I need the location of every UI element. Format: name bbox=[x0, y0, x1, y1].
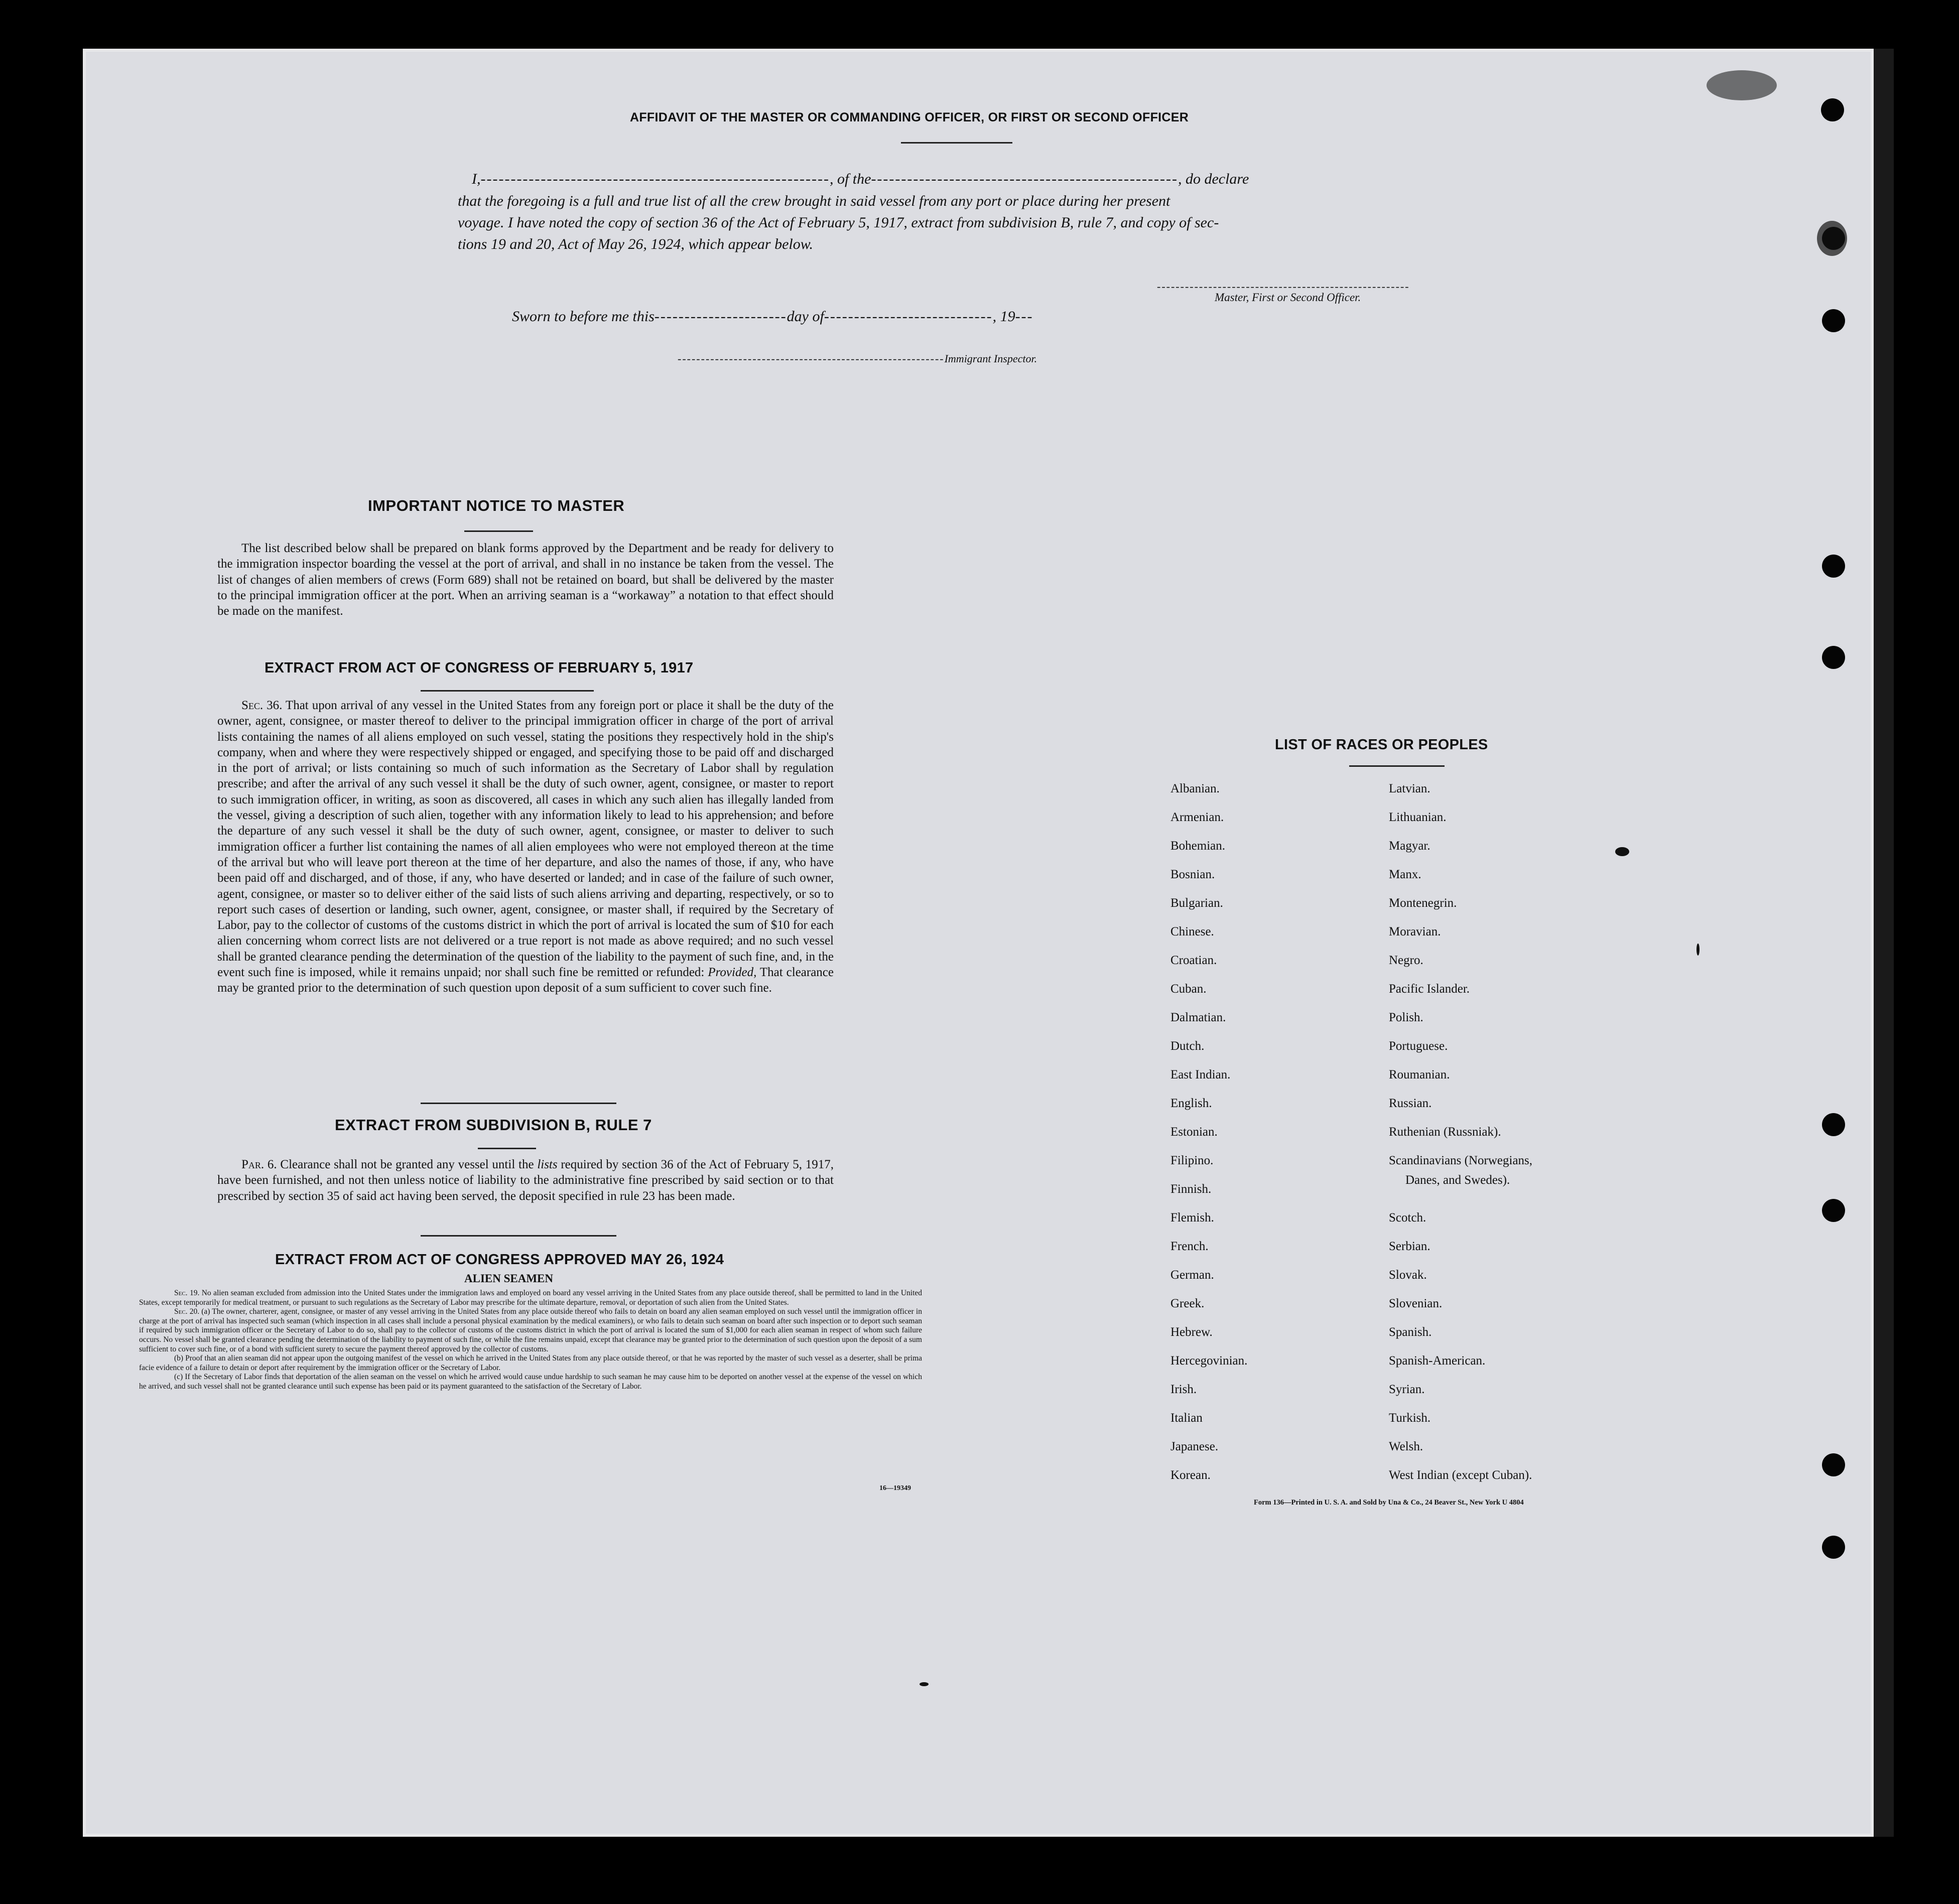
divider bbox=[421, 690, 594, 692]
race-left-item: Dalmatian. bbox=[1170, 1011, 1226, 1024]
race-left-item: Korean. bbox=[1170, 1468, 1211, 1482]
scan-edge bbox=[1874, 49, 1894, 1837]
race-left-item: Armenian. bbox=[1170, 810, 1224, 824]
punch-hole bbox=[1822, 555, 1845, 578]
race-right-item: Serbian. bbox=[1389, 1240, 1430, 1253]
race-right-item: Roumanian. bbox=[1389, 1068, 1450, 1081]
race-left-item: Estonian. bbox=[1170, 1125, 1218, 1139]
print-code: 16—19349 bbox=[879, 1484, 911, 1492]
punch-hole bbox=[1822, 1453, 1845, 1476]
extract1917-heading: EXTRACT FROM ACT OF CONGRESS OF FEBRUARY 5, 1917 bbox=[265, 660, 694, 676]
race-right-item: Montenegrin. bbox=[1389, 896, 1457, 910]
scan-speck bbox=[920, 1682, 929, 1686]
sec19-text: No alien seaman excluded from admission into the United States under the immigration laws and employed on board any vessel arriving in the United States from any place outside thereof, shall be permitted to land in the United States, except temporarily for medical treatment, or pursuant to such regulations as the Secretary of Labor may prescribe for the ultimate departure, removal, or deportation of such alien from the United States. bbox=[139, 1289, 923, 1307]
sec20-label: Sec. 20. bbox=[174, 1307, 200, 1316]
scan-speck bbox=[1615, 847, 1629, 856]
race-right-item: Syrian. bbox=[1389, 1383, 1425, 1396]
race-right-item: Negro. bbox=[1389, 954, 1423, 967]
extract1924-heading: EXTRACT FROM ACT OF CONGRESS APPROVED MAY 26, 1924 bbox=[275, 1252, 724, 1268]
rule7-body bbox=[217, 1157, 834, 1204]
race-right-item: Slovenian. bbox=[1389, 1297, 1443, 1310]
race-left-item: Greek. bbox=[1170, 1297, 1205, 1310]
punch-hole bbox=[1822, 309, 1845, 332]
blank-vessel: --------------------------------------------------- bbox=[871, 171, 1178, 187]
race-left-item: Finnish. bbox=[1170, 1182, 1212, 1196]
blank-month: ---------------------------- bbox=[824, 308, 993, 325]
race-left-item: Italian bbox=[1170, 1411, 1203, 1425]
printer-imprint: Form 136—Printed in U. S. A. and Sold by Una & Co., 24 Beaver St., New York U 4804 bbox=[1254, 1499, 1524, 1507]
race-left-item: German. bbox=[1170, 1268, 1214, 1282]
race-right-item: Ruthenian (Russniak). bbox=[1389, 1125, 1501, 1139]
race-left-item: Filipino. bbox=[1170, 1154, 1214, 1167]
divider bbox=[1349, 765, 1445, 767]
race-left-item: Bosnian. bbox=[1170, 868, 1215, 881]
race-right-item: Turkish. bbox=[1389, 1411, 1431, 1425]
scan-blot bbox=[1707, 70, 1777, 100]
blank-name: ---------------------------------------------------------- bbox=[480, 171, 830, 187]
sec20b-text: (b) Proof that an alien seaman did not appear upon the outgoing manifest of the vessel on which he arrived in the United States from any place outside thereof, or that he was reported by the master of such vessel as a deserter, shall be prima facie evidence of a failure to detain or deport after requirement by the immigration officer or the Secretary of Labor. bbox=[139, 1354, 922, 1372]
notice-body bbox=[217, 540, 834, 619]
blank-inspector: --------------------------------------------------------- bbox=[678, 352, 945, 365]
race-left-item: French. bbox=[1170, 1240, 1209, 1253]
affidavit-line2: that the foregoing is a full and true list of all the crew brought in said vessel from any port or place during her present bbox=[458, 193, 1170, 209]
sec19-label: Sec. 19. bbox=[174, 1289, 200, 1297]
affidavit-line1 bbox=[472, 171, 1249, 188]
divider bbox=[421, 1103, 616, 1104]
sec36-text: That upon arrival of any vessel in the United States from any foreign port or place it shall be the duty of the owner, agent, consignee, or master thereof to deliver to the principal immigration officer in charge of the port of arrival lists containing the names of all aliens employed on such vessel, stating the positions they respectively hold in the ship's company, when and where they were respectively shipped or engaged, and specifying those to be paid off and discharged in the port of arrival; or lists containing so much of such information as the Secretary of Labor shall by regulation prescribe; and after the arrival of any such vessel it shall be the duty of such owner, agent, consignee, or master to report to such immigration officer, in writing, as soon as discovered, all cases in which any such alien has illegally landed from the vessel, giving a description of such alien, together with any information likely to lead to his apprehension; and before the departure of any such vessel it shall be the duty of such owner, agent, consignee, or master to deliver to such immigration officer a further list containing the names of all alien employees who were not employed thereon at the time of the arrival but who will leave port thereon at the time of her departure, and also the names of those, if any, who have been paid off and discharged, and of those, if any, who have deserted or landed; and in case of the failure of such owner, agent, consignee, or master so to deliver either of the said lists of such aliens arriving and departing, respectively, or so to report such cases of desertion or landing, such owner, agent, consignee, or master shall, if required by the Secretary of Labor, pay to the collector of customs of the customs district in which the port of arrival is located the sum of $10 for each alien concerning whom correct lists are not delivered or a true report is not made as above required; and no such vessel shall be granted clearance pending the determination of the question of the liability to the payment of such fine, and, in the event such fine is imposed, while it remains unpaid; nor shall such fine be remitted or refunded: bbox=[217, 699, 834, 980]
affidavit-declare: , do declare bbox=[1178, 171, 1249, 187]
alien-seamen-heading: ALIEN SEAMEN bbox=[464, 1272, 554, 1285]
races-heading: LIST OF RACES OR PEOPLES bbox=[1275, 737, 1488, 753]
sec36-label: Sec. 36. bbox=[241, 699, 283, 712]
race-right-item: Magyar. bbox=[1389, 839, 1430, 853]
race-right-item: Manx. bbox=[1389, 868, 1421, 881]
sec36-tail: That clearance may be granted prior to the determination of such question upon deposit of a sum sufficient to cover such fine. bbox=[217, 966, 834, 995]
race-left-item: East Indian. bbox=[1170, 1068, 1231, 1081]
affidavit-heading: AFFIDAVIT OF THE MASTER OR COMMANDING OFFICER, OR FIRST OR SECOND OFFICER bbox=[630, 110, 1189, 124]
extract1917-body bbox=[217, 698, 834, 996]
notice-text: The list described below shall be prepared on blank forms approved by the Department and be ready for delivery to the immigration inspector boarding the vessel at the port of arrival, and shall in no instance be taken from the vessel. The list of changes of alien members of crews (Form 689) shall not be retained on board, but shall be delivered by the master to the principal immigration officer at the port. When an arriving seaman is a “workaway” a notation to that effect should be made on the manifest. bbox=[217, 541, 834, 618]
divider bbox=[901, 142, 1012, 144]
race-right-item: Scotch. bbox=[1389, 1211, 1426, 1225]
blank-day: ---------------------- bbox=[654, 308, 787, 325]
par6-label: Par. 6. bbox=[241, 1158, 277, 1171]
race-left-item: English. bbox=[1170, 1097, 1212, 1110]
notice-heading: IMPORTANT NOTICE TO MASTER bbox=[368, 497, 625, 514]
race-left-item: Japanese. bbox=[1170, 1440, 1219, 1453]
rule7-text-a: Clearance shall not be granted any vessel until the bbox=[280, 1158, 534, 1171]
race-right-item: Welsh. bbox=[1389, 1440, 1423, 1453]
rule7-heading: EXTRACT FROM SUBDIVISION B, RULE 7 bbox=[335, 1116, 652, 1134]
affidavit-i: I, bbox=[472, 171, 481, 187]
race-right-item: Pacific Islander. bbox=[1389, 982, 1470, 996]
sec20b-paragraph bbox=[139, 1354, 922, 1373]
punch-hole bbox=[1821, 98, 1844, 121]
race-left-item: Bulgarian. bbox=[1170, 896, 1223, 910]
sec20c-paragraph bbox=[139, 1373, 922, 1391]
sec20c-text: (c) If the Secretary of Labor finds that deportation of the alien seaman on the vessel on which he arrived would cause undue hardship to such seaman he may cause him to be deported on another vessel at the expense of the vessel on which he arrived, and such vessel shall not be granted clearance until such expense has been paid or its payment guaranteed to the satisfaction of the Secretary of Labor. bbox=[139, 1373, 922, 1391]
race-right-item: Spanish. bbox=[1389, 1325, 1432, 1339]
race-left-item: Albanian. bbox=[1170, 782, 1220, 795]
provided-text: Provided, bbox=[708, 966, 757, 980]
race-right-item: Slovak. bbox=[1389, 1268, 1427, 1282]
blank-year: --- bbox=[1015, 308, 1033, 325]
sec20a-paragraph bbox=[139, 1307, 922, 1354]
race-left-item: Bohemian. bbox=[1170, 839, 1226, 853]
race-right-item: Moravian. bbox=[1389, 925, 1441, 938]
day-of-text: day of bbox=[787, 308, 824, 325]
race-left-item: Chinese. bbox=[1170, 925, 1214, 938]
race-left-item: Dutch. bbox=[1170, 1039, 1205, 1053]
divider bbox=[478, 1148, 536, 1149]
divider bbox=[464, 530, 533, 532]
extract1924-body bbox=[139, 1289, 922, 1392]
punch-hole bbox=[1822, 1536, 1845, 1559]
sworn-text: Sworn to before me this bbox=[512, 308, 655, 325]
sec19-paragraph bbox=[139, 1289, 922, 1307]
race-left-item: Croatian. bbox=[1170, 954, 1217, 967]
lists-text: lists bbox=[537, 1158, 558, 1171]
race-left-item: Hercegovinian. bbox=[1170, 1354, 1248, 1368]
race-right-item: Danes, and Swedes). bbox=[1405, 1173, 1510, 1187]
inspector-caption: Immigrant Inspector. bbox=[944, 352, 1037, 365]
inspector-line bbox=[678, 352, 1037, 365]
punch-hole bbox=[1822, 1113, 1845, 1136]
blank-master-signature: ------------------------------------------------------ bbox=[1157, 280, 1410, 293]
master-caption: Master, First or Second Officer. bbox=[1215, 291, 1361, 304]
race-right-item: Portuguese. bbox=[1389, 1039, 1448, 1053]
punch-hole bbox=[1822, 1199, 1845, 1222]
year-text: , 19 bbox=[992, 308, 1015, 325]
race-right-item: Latvian. bbox=[1389, 782, 1430, 795]
sec20a-text: (a) The owner, charterer, agent, consignee, or master of any vessel arriving in the United States from any place outside thereof who fails to detain on board any alien seaman employed on such vessel until the immigration officer in charge at the port of arrival has inspected such seaman (which inspection in all cases shall include a personal physical examination by the medical examiners), or who fails to detain such seaman on board after such inspection or to deport such seaman if required by such immigration officer or the Secretary of Labor to do so, shall pay to the collector of customs of the customs district in which the port of arrival is located the sum of $1,000 for each alien seaman in respect of whom such failure occurs. No vessel shall be granted clearance pending the determination of the liability to payment of such fine, or while the fine remains unpaid, except that clearance may be granted prior to the determination of such question upon the deposit of a sum sufficient to cover such fine, or of a bond with sufficient surety to secure the payment thereof approved by the collector of customs. bbox=[139, 1307, 922, 1353]
race-right-item: Polish. bbox=[1389, 1011, 1423, 1024]
race-left-item: Cuban. bbox=[1170, 982, 1207, 996]
race-right-item: Lithuanian. bbox=[1389, 810, 1447, 824]
punch-hole bbox=[1822, 646, 1845, 669]
race-right-item: West Indian (except Cuban). bbox=[1389, 1468, 1532, 1482]
race-right-item: Scandinavians (Norwegians, bbox=[1389, 1154, 1533, 1167]
divider bbox=[421, 1235, 616, 1237]
race-left-item: Flemish. bbox=[1170, 1211, 1214, 1225]
scan-speck bbox=[1696, 943, 1700, 956]
race-right-item: Spanish-American. bbox=[1389, 1354, 1486, 1368]
race-right-item: Russian. bbox=[1389, 1097, 1432, 1110]
affidavit-line4: tions 19 and 20, Act of May 26, 1924, which appear below. bbox=[458, 236, 814, 252]
race-left-item: Irish. bbox=[1170, 1383, 1197, 1396]
affidavit-line3: voyage. I have noted the copy of section 36 of the Act of February 5, 1917, extract from subdivision B, rule 7, and copy of sec- bbox=[458, 214, 1219, 231]
scan-blot bbox=[1817, 221, 1847, 256]
race-left-item: Hebrew. bbox=[1170, 1325, 1213, 1339]
affidavit-of-the: , of the bbox=[829, 171, 871, 187]
rule7-text-b: required by section 36 of the Act of February 5, 1917, have been furnished, and not then unless notice of liability to the administrative fine prescribed by said section or to that prescribed by section 35 of said act having been served, the deposit specified in rule 23 has been made. bbox=[217, 1158, 834, 1203]
sworn-line bbox=[512, 308, 1033, 325]
